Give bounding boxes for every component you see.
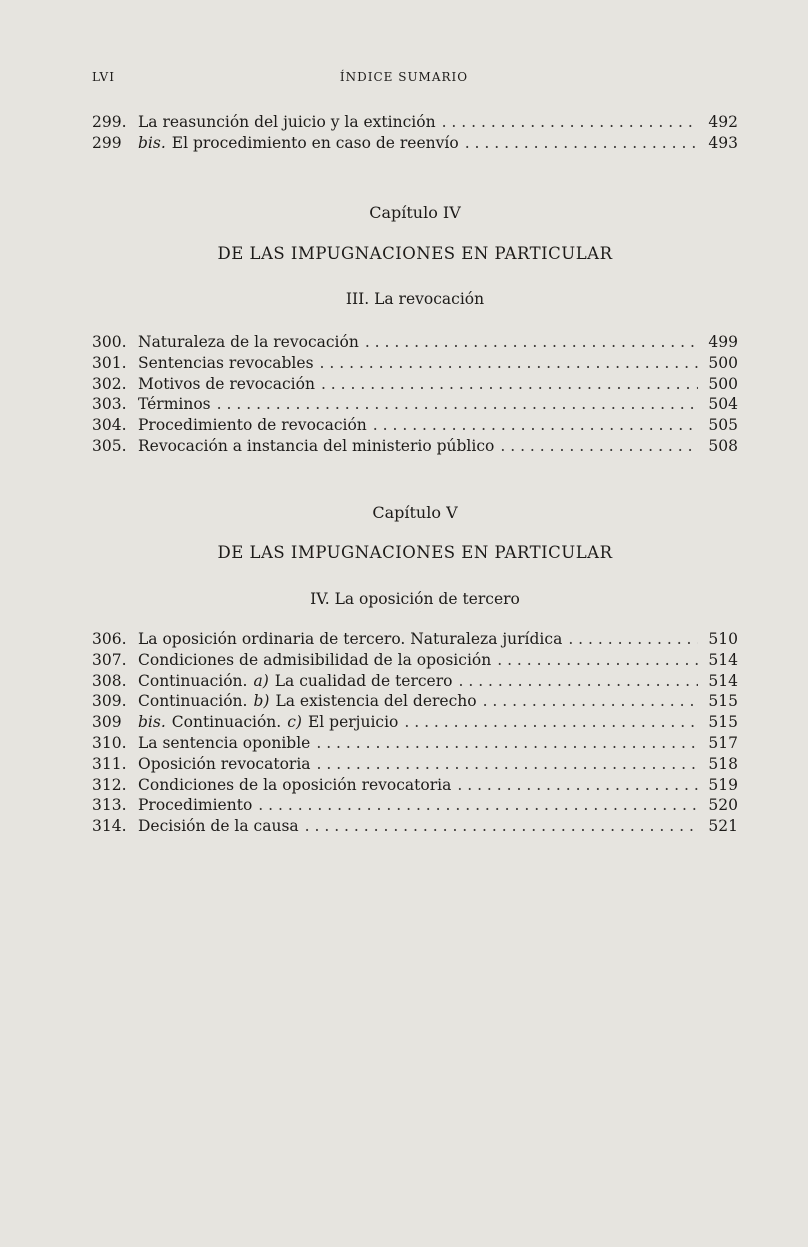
- entry-prefix: Continuación.: [138, 692, 248, 711]
- toc-entry: [92, 354, 738, 375]
- entry-page: 514: [708, 650, 738, 669]
- entry-title: El procedimiento en caso de reenvío: [171, 133, 459, 152]
- running-title: ÍNDICE SUMARIO: [339, 70, 469, 84]
- entry-number: 313.: [92, 796, 127, 815]
- toc-entry: [92, 651, 738, 672]
- entry-title: Decisión de la causa: [138, 817, 299, 836]
- leader-dots: [457, 776, 698, 794]
- entry-title: Revocación a instancia del ministerio público: [138, 436, 495, 455]
- entry-page: 514: [708, 671, 738, 690]
- entry-page: 515: [708, 713, 738, 732]
- entry-title: Condiciones de admisibilidad de la oposición: [138, 650, 492, 669]
- entry-number: 307.: [92, 650, 127, 669]
- entry-page: 519: [708, 775, 738, 794]
- entry-number: 309: [92, 713, 122, 732]
- entry-title: La reasunción del juicio y la extinción: [138, 113, 436, 131]
- entry-number: 310.: [92, 733, 127, 752]
- entry-title: Condiciones de la oposición revocatoria: [138, 775, 452, 794]
- toc-entry: [92, 734, 738, 755]
- entry-number: 312.: [92, 775, 127, 794]
- toc-entry: [92, 375, 738, 396]
- entry-number: 301.: [92, 353, 127, 372]
- toc-entry: [92, 672, 738, 693]
- toc-entry: [92, 437, 738, 458]
- leader-dots: [321, 375, 698, 393]
- entry-page: 517: [708, 733, 738, 752]
- page-number: LVI: [92, 70, 115, 84]
- entry-number: 311.: [92, 754, 127, 773]
- entry-title: Oposición revocatoria: [138, 754, 311, 773]
- leader-dots: [483, 692, 698, 710]
- entry-page: 515: [708, 692, 738, 711]
- entry-number: 303.: [92, 395, 127, 414]
- toc-entry: [92, 416, 738, 437]
- entry-title: Naturaleza de la revocación: [138, 333, 359, 351]
- entry-number: 306.: [92, 630, 127, 648]
- entry-page: 508: [708, 436, 738, 455]
- leader-dots: [458, 672, 698, 690]
- entry-letter: a): [253, 671, 269, 690]
- entry-title: Motivos de revocación: [138, 374, 315, 393]
- entry-number: 305.: [92, 436, 127, 455]
- leader-dots: [305, 817, 698, 835]
- leader-dots: [317, 755, 698, 773]
- chapter-label: Capítulo V: [372, 503, 458, 522]
- entry-number: 314.: [92, 817, 127, 836]
- entry-title: Sentencias revocables: [138, 353, 314, 372]
- chapter4-entry-list: [92, 333, 738, 458]
- entry-page: 499: [708, 333, 738, 351]
- top-entry-list: [92, 113, 738, 155]
- entry-number: 302.: [92, 374, 127, 393]
- entry-number: 308.: [92, 671, 127, 690]
- entry-page: 510: [708, 630, 738, 648]
- leader-dots: [404, 713, 698, 731]
- section-title: IV. La oposición de tercero: [310, 590, 520, 608]
- entry-title: La oposición ordinaria de tercero. Naturaleza jurídica: [138, 630, 563, 648]
- entry-page: 504: [708, 395, 738, 414]
- chapter-title: DE LAS IMPUGNACIONES EN PARTICULAR: [217, 244, 613, 263]
- leader-dots: [373, 416, 698, 434]
- entry-page: 493: [708, 133, 738, 152]
- entry-letter: c): [287, 713, 302, 732]
- running-head: [92, 70, 716, 88]
- toc-entry: [92, 113, 738, 134]
- entry-title: La sentencia oponible: [138, 733, 311, 752]
- toc-entry: [92, 692, 738, 713]
- entry-letter: b): [253, 692, 270, 711]
- entry-suffix: bis.: [138, 713, 166, 732]
- toc-entry: [92, 333, 738, 354]
- entry-title: La cualidad de tercero: [274, 671, 453, 690]
- entry-page: 520: [708, 796, 738, 815]
- leader-dots: [465, 134, 698, 152]
- toc-entry: [92, 134, 738, 155]
- entry-title: Procedimiento de revocación: [138, 416, 367, 435]
- toc-entry: [92, 630, 738, 651]
- entry-title: El perjuicio: [307, 713, 399, 732]
- entry-number: 299.: [92, 113, 127, 131]
- entry-number: 309.: [92, 692, 127, 711]
- entry-title: Términos: [138, 395, 211, 414]
- leader-dots: [258, 796, 698, 814]
- toc-entry: [92, 817, 738, 838]
- entry-title: Procedimiento: [138, 796, 253, 815]
- toc-entry: [92, 755, 738, 776]
- toc-entry: [92, 796, 738, 817]
- entry-page: 521: [708, 817, 738, 836]
- entry-title: La existencia del derecho: [275, 692, 477, 711]
- leader-dots: [217, 395, 698, 413]
- entry-page: 505: [708, 416, 738, 435]
- entry-page: 500: [708, 374, 738, 393]
- entry-number: 304.: [92, 416, 127, 435]
- entry-number: 299: [92, 133, 122, 152]
- toc-entry: [92, 395, 738, 416]
- chapter-label: Capítulo IV: [369, 203, 461, 222]
- section-title: III. La revocación: [345, 290, 485, 308]
- leader-dots: [442, 113, 698, 131]
- leader-dots: [316, 734, 698, 752]
- leader-dots: [365, 333, 698, 351]
- leader-dots: [568, 630, 698, 648]
- leader-dots: [320, 354, 698, 372]
- leader-dots: [500, 437, 698, 455]
- toc-entry: [92, 713, 738, 734]
- entry-page: 518: [708, 754, 738, 773]
- toc-entry: [92, 776, 738, 797]
- chapter5-entry-list: [92, 630, 738, 838]
- entry-number: 300.: [92, 333, 127, 351]
- entry-page: 492: [708, 113, 738, 131]
- entry-page: 500: [708, 353, 738, 372]
- entry-prefix: Continuación.: [138, 671, 248, 690]
- entry-suffix: bis.: [138, 133, 166, 152]
- chapter-title: DE LAS IMPUGNACIONES EN PARTICULAR: [217, 543, 613, 562]
- entry-prefix: Continuación.: [171, 713, 282, 732]
- leader-dots: [497, 651, 698, 669]
